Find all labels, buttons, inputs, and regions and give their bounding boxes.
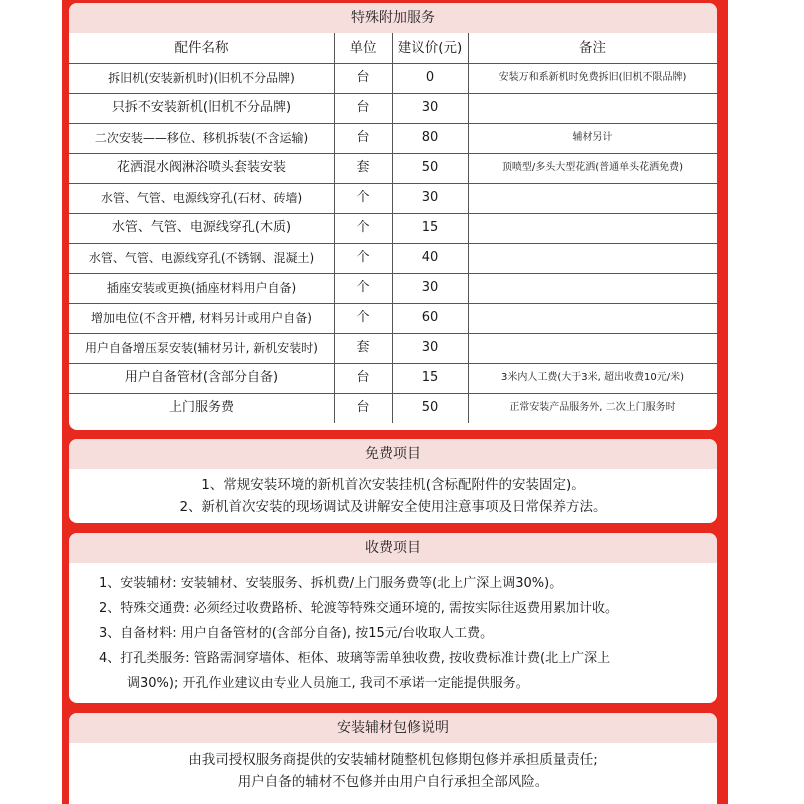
table-row (69, 393, 717, 423)
note-cell: 正常安装产品服务外, 二次上门服务时 (509, 402, 676, 413)
charged-item-line: 2、特殊交通费: 必须经过收费路桥、轮渡等特殊交通环境的, 需按实际往返费用累加计收。 (99, 601, 619, 616)
price-cell: 50 (421, 160, 439, 175)
table-row (69, 333, 717, 363)
table-column-divider (392, 33, 393, 423)
note-cell: 顶喷型/多头大型花洒(普通单头花洒免费) (501, 162, 684, 173)
part-name-cell: 用户自备增压泵安装(辅材另计, 新机安装时) (85, 341, 318, 355)
table-row-divider (69, 303, 717, 304)
unit-cell: 台 (356, 70, 370, 85)
price-cell: 0 (425, 70, 435, 85)
table-row (69, 183, 717, 213)
part-name-cell: 插座安装或更换(插座材料用户自备) (106, 281, 297, 295)
part-name-cell: 二次安装——移位、移机拆装(不含运输) (94, 131, 309, 145)
note-cell (468, 303, 717, 333)
table-row-divider (69, 123, 717, 124)
price-cell: 40 (421, 250, 439, 265)
part-name-cell: 水管、气管、电源线穿孔(木质) (111, 220, 292, 235)
table-row-divider (69, 153, 717, 154)
unit-cell: 台 (356, 100, 370, 115)
unit-cell: 台 (356, 130, 370, 145)
warranty-line: 用户自备的辅材不包修并由用户自行承担全部风险。 (237, 774, 549, 790)
unit-cell: 个 (356, 310, 370, 325)
table-row-divider (69, 183, 717, 184)
price-cell: 30 (421, 340, 439, 355)
charged-items-title: 收费项目 (69, 533, 717, 563)
unit-cell: 个 (356, 220, 370, 235)
price-cell: 15 (421, 220, 439, 235)
free-items-title: 免费项目 (69, 439, 717, 469)
table-header-row (69, 33, 717, 63)
free-item-line: 1、常规安装环境的新机首次安装挂机(含标配附件的安装固定)。 (201, 477, 585, 493)
unit-cell: 套 (356, 340, 370, 355)
unit-cell: 个 (356, 250, 370, 265)
table-row (69, 93, 717, 123)
note-cell (468, 93, 717, 123)
table-row-divider (69, 273, 717, 274)
table-row-divider (69, 363, 717, 364)
table-row (69, 243, 717, 273)
price-cell: 30 (421, 100, 439, 115)
column-header-price: 建议价(元) (397, 40, 463, 56)
note-cell (468, 273, 717, 303)
unit-cell: 套 (356, 160, 370, 175)
table-row-divider (69, 63, 717, 64)
table-column-divider (468, 33, 469, 423)
price-cell: 30 (421, 190, 439, 205)
part-name-cell: 用户自备管材(含部分自备) (124, 370, 279, 385)
table-row-divider (69, 213, 717, 214)
column-header-note: 备注 (579, 40, 606, 56)
table-row (69, 363, 717, 393)
unit-cell: 台 (356, 370, 370, 385)
warranty-line: 由我司授权服务商提供的安装辅材随整机包修期包修并承担质量责任; (188, 752, 598, 768)
price-cell: 60 (421, 310, 439, 325)
table-row (69, 273, 717, 303)
price-cell: 50 (421, 400, 439, 415)
note-cell: 安装万和系新机时免费拆旧(旧机不限品牌) (498, 72, 687, 83)
part-name-cell: 增加电位(不含开槽, 材料另计或用户自备) (91, 311, 312, 325)
note-cell: 辅材另计 (572, 132, 613, 143)
unit-cell: 台 (356, 400, 370, 415)
note-cell: 3米内人工费(大于3米, 超出收费10元/米) (501, 372, 684, 383)
table-row (69, 153, 717, 183)
charged-item-line: 1、安装辅材: 安装辅材、安装服务、拆机费/上门服务费等(北上广深上调30%)。 (99, 576, 563, 591)
free-item-line: 2、新机首次安装的现场调试及讲解安全使用注意事项及日常保养方法。 (179, 499, 607, 515)
table-row-divider (69, 393, 717, 394)
table-row (69, 123, 717, 153)
charged-item-line: 3、自备材料: 用户自备管材的(含部分自备), 按15元/台收取人工费。 (99, 626, 494, 641)
table-row (69, 63, 717, 93)
table-row (69, 303, 717, 333)
warranty-panel (69, 713, 717, 804)
special-services-title: 特殊附加服务 (69, 3, 717, 33)
table-row-divider (69, 93, 717, 94)
warranty-title: 安装辅材包修说明 (69, 713, 717, 743)
part-name-cell: 水管、气管、电源线穿孔(不锈钢、混凝土) (88, 251, 315, 265)
price-cell: 80 (421, 130, 439, 145)
charged-item-line: 调30%); 开孔作业建议由专业人员施工, 我司不承诺一定能提供服务。 (127, 676, 529, 691)
price-cell: 30 (421, 280, 439, 295)
unit-cell: 个 (356, 190, 370, 205)
price-table (69, 33, 717, 430)
part-name-cell: 只拆不安装新机(旧机不分品牌) (111, 100, 292, 115)
part-name-cell: 水管、气管、电源线穿孔(石材、砖墙) (100, 191, 303, 205)
free-items-panel (69, 439, 717, 523)
price-cell: 15 (421, 370, 439, 385)
special-services-panel (69, 3, 717, 430)
charged-items-panel (69, 533, 717, 703)
table-row-divider (69, 333, 717, 334)
part-name-cell: 花洒混水阀淋浴喷头套装安装 (116, 160, 286, 175)
charged-item-line: 4、打孔类服务: 管路需洞穿墙体、柜体、玻璃等需单独收费, 按收费标准计费(北上广深上 (99, 651, 611, 666)
column-header-unit: 单位 (349, 40, 377, 56)
unit-cell: 个 (356, 280, 370, 295)
note-cell (468, 213, 717, 243)
table-row-divider (69, 243, 717, 244)
table-column-divider (334, 33, 335, 423)
part-name-cell: 上门服务费 (168, 400, 234, 415)
column-header-part-name: 配件名称 (174, 40, 229, 56)
note-cell (468, 333, 717, 363)
note-cell (468, 183, 717, 213)
part-name-cell: 拆旧机(安装新机时)(旧机不分品牌) (108, 71, 295, 85)
table-row (69, 213, 717, 243)
note-cell (468, 243, 717, 273)
